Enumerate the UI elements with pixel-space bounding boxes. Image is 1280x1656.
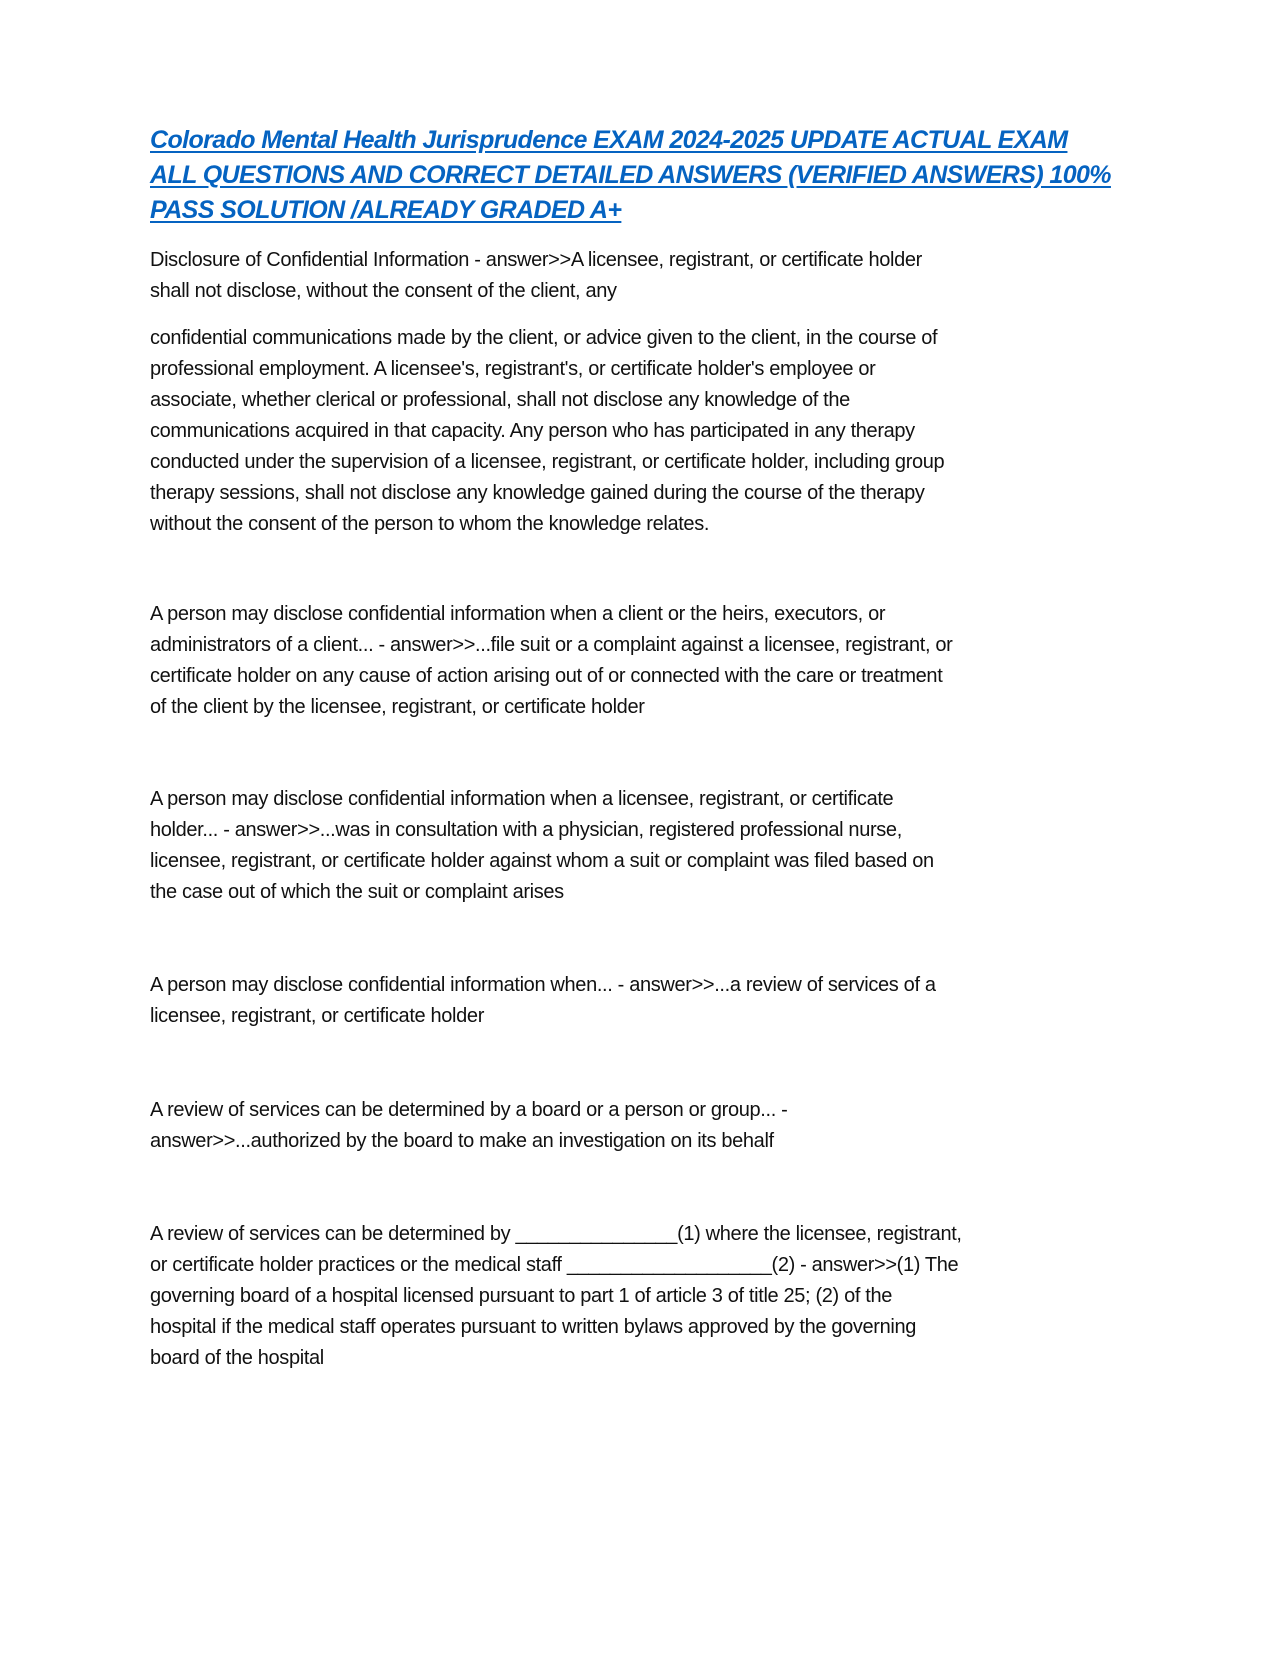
text-line: confidential communications made by the client, or advice given to the client, in the course of bbox=[150, 327, 938, 349]
qa-paragraph bbox=[150, 970, 1150, 1032]
text-line: hospital if the medical staff operates pursuant to written bylaws approved by the governing bbox=[150, 1316, 917, 1338]
text-line: the case out of which the suit or complaint arises bbox=[150, 881, 564, 903]
document-title[interactable] bbox=[150, 123, 1150, 228]
text-line: communications acquired in that capacity. Any person who has participated in any therapy bbox=[150, 420, 915, 442]
text-line: A review of services can be determined by _______________(1) where the licensee, registrant, bbox=[150, 1223, 962, 1245]
title-line[interactable]: Colorado Mental Health Jurisprudence EXAM 2024-2025 UPDATE ACTUAL EXAM bbox=[150, 126, 1068, 154]
text-line: Disclosure of Confidential Information - answer>>A licensee, registrant, or certificate holder bbox=[150, 249, 922, 271]
text-line: administrators of a client... - answer>>...file suit or a complaint against a licensee, registrant, or bbox=[150, 634, 953, 656]
text-line: therapy sessions, shall not disclose any knowledge gained during the course of the therapy bbox=[150, 482, 925, 504]
text-line: shall not disclose, without the consent of the client, any bbox=[150, 280, 617, 302]
text-line: conducted under the supervision of a licensee, registrant, or certificate holder, including group bbox=[150, 451, 945, 473]
text-line: associate, whether clerical or professional, shall not disclose any knowledge of the bbox=[150, 389, 850, 411]
text-line: certificate holder on any cause of action arising out of or connected with the care or treatment bbox=[150, 665, 943, 687]
text-line: or certificate holder practices or the medical staff ___________________(2) - answer>>(1) The bbox=[150, 1254, 959, 1276]
text-line: licensee, registrant, or certificate holder against whom a suit or complaint was filed based on bbox=[150, 850, 934, 872]
text-line: A person may disclose confidential information when... - answer>>...a review of services of a bbox=[150, 974, 936, 996]
text-line: governing board of a hospital licensed pursuant to part 1 of article 3 of title 25; (2) of the bbox=[150, 1285, 893, 1307]
text-line: holder... - answer>>...was in consultation with a physician, registered professional nurse, bbox=[150, 819, 902, 841]
text-line: A person may disclose confidential information when a licensee, registrant, or certificate bbox=[150, 788, 894, 810]
title-line[interactable]: ALL QUESTIONS AND CORRECT DETAILED ANSWERS (VERIFIED ANSWERS) 100% bbox=[150, 161, 1111, 189]
text-line: licensee, registrant, or certificate holder bbox=[150, 1005, 485, 1027]
qa-paragraph bbox=[150, 599, 1150, 723]
title-line[interactable]: PASS SOLUTION /ALREADY GRADED A+ bbox=[150, 196, 622, 224]
qa-paragraph bbox=[150, 1095, 1150, 1157]
qa-paragraph bbox=[150, 245, 1150, 307]
qa-paragraph bbox=[150, 1219, 1150, 1374]
text-line: professional employment. A licensee's, registrant's, or certificate holder's employee or bbox=[150, 358, 876, 380]
qa-paragraph bbox=[150, 784, 1150, 908]
text-line: of the client by the licensee, registrant, or certificate holder bbox=[150, 696, 645, 718]
text-line: answer>>...authorized by the board to make an investigation on its behalf bbox=[150, 1130, 774, 1152]
qa-paragraph bbox=[150, 323, 1150, 540]
text-line: board of the hospital bbox=[150, 1347, 324, 1369]
text-line: without the consent of the person to whom the knowledge relates. bbox=[150, 513, 710, 535]
text-line: A review of services can be determined by a board or a person or group... - bbox=[150, 1099, 788, 1121]
text-line: A person may disclose confidential information when a client or the heirs, executors, or bbox=[150, 603, 886, 625]
